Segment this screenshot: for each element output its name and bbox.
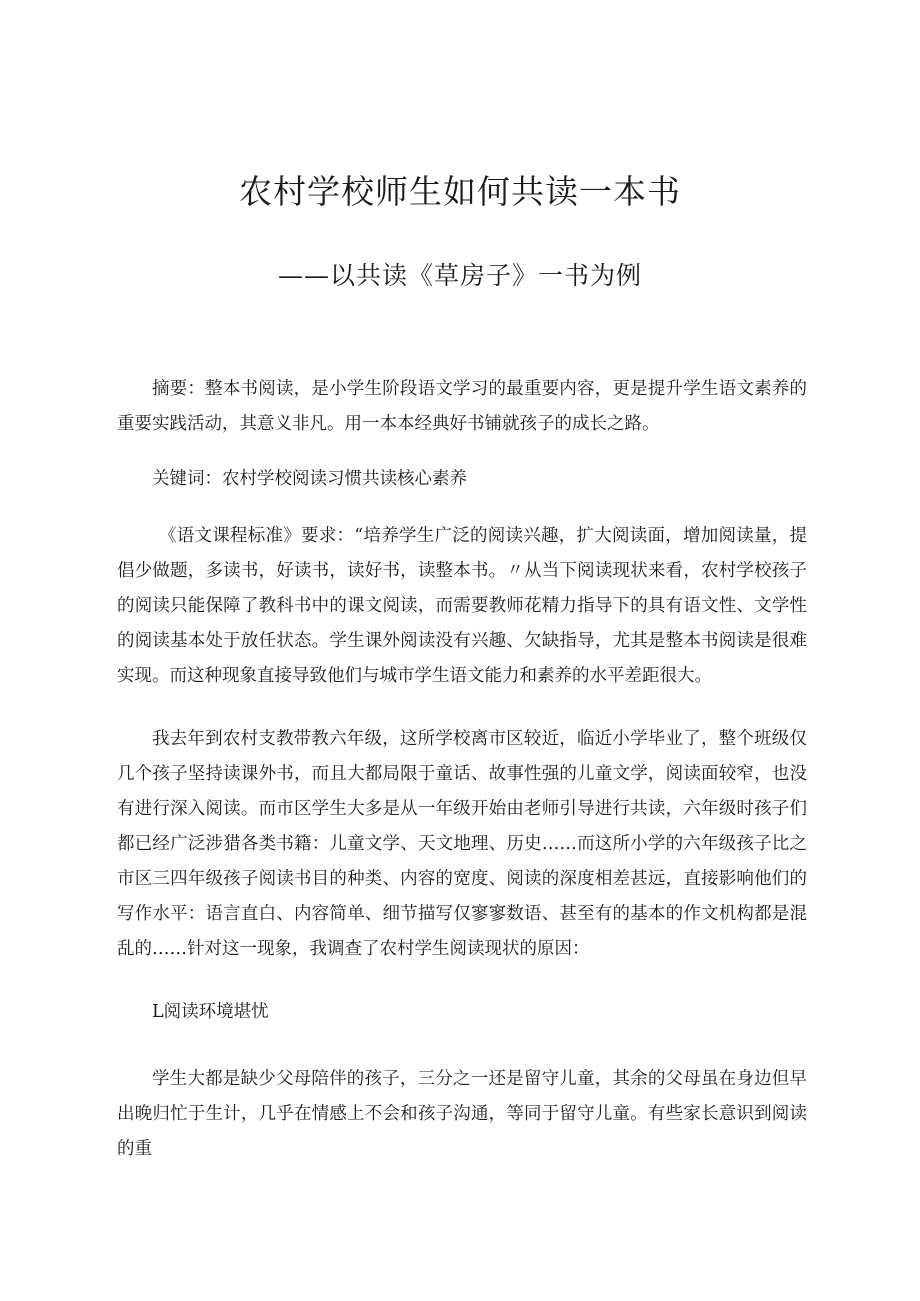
keywords-line: 关键词：农村学校阅读习惯共读核心素养 <box>152 469 467 489</box>
page-title: 农村学校师生如何共读一本书 <box>239 172 681 211</box>
section-heading: L阅读环境堪忧 <box>152 1002 269 1022</box>
abstract-paragraph: 摘要：整本书阅读，是小学生阶段语文学习的最重要内容，更是提升学生语文素养的重要实践活动，其意义非凡。用一本本经典好书铺就孩子的成长之路。 <box>117 379 807 434</box>
body-paragraph-3: 学生大都是缺少父母陪伴的孩子，三分之一还是留守儿童，其余的父母虽在身边但早出晚归忙于生计，几乎在情感上不会和孩子沟通，等同于留守儿童。有些家长意识到阅读的重 <box>117 1069 807 1159</box>
body-paragraph-1: 《语文课程标准》要求：“培养学生广泛的阅读兴趣，扩大阅读面，增加阅读量，提倡少做题，多读书，好读书，读好书，读整本书。〃从当下阅读现状来看，农村学校孩子的阅读只能保障了教科书中的课文阅读，而需要教师花精力指导下的具有语文性、文学性的阅读基本处于放任状态。学生课外阅读没有兴趣、欠缺指导，尤其是整本书阅读是很难实现。而这种现象直接导致他们与城市学生语文能力和素养的水平差距很大。 <box>117 526 807 686</box>
body-paragraph-2: 我去年到农村支教带教六年级，这所学校离市区较近，临近小学毕业了，整个班级仅几个孩子坚持读课外书，而且大都局限于童话、故事性强的儿童文学，阅读面较窄，也没有进行深入阅读。而市区学生大多是从一年级开始由老师引导进行共读，六年级时孩子们都已经广泛涉猎各类书籍：儿童文学、天文地理、历史……而这所小学的六年级孩子比之市区三四年级孩子阅读书目的种类、内容的宽度、阅读的深度相差甚远，直接影响他们的写作水平：语言直白、内容简单、细节描写仅寥寥数语、甚至有的基本的作文机构都是混乱的……针对这一现象，我调查了农村学生阅读现状的原因： <box>117 729 807 959</box>
page-subtitle: ——以共读《草房子》一书为例 <box>277 261 642 290</box>
